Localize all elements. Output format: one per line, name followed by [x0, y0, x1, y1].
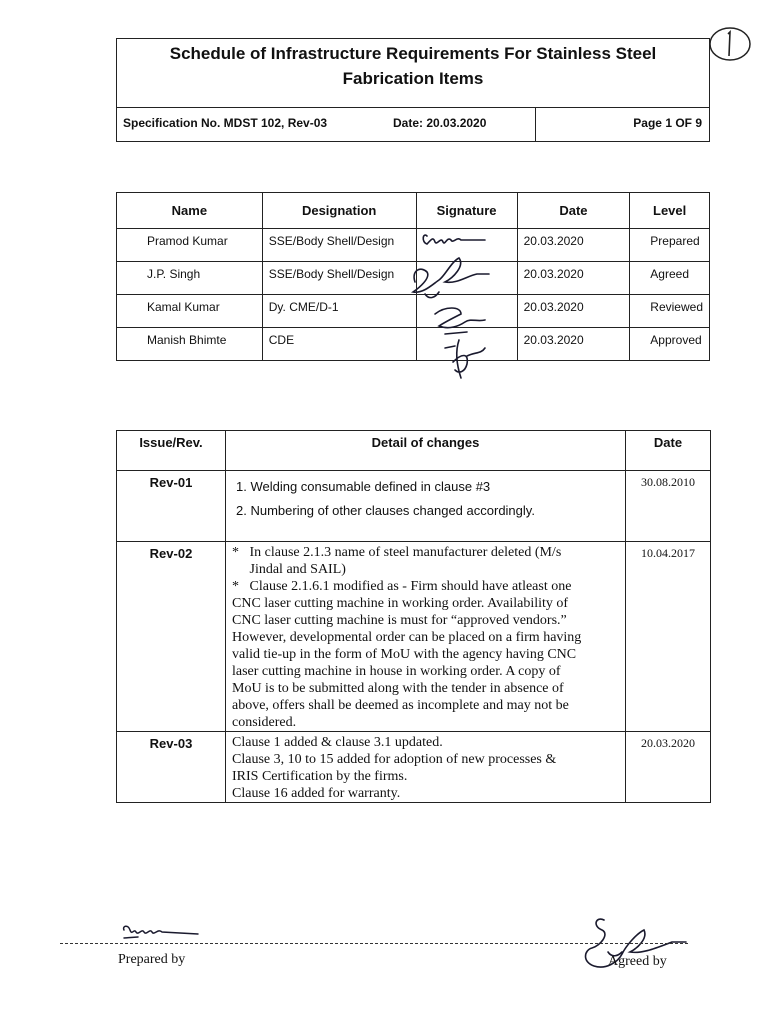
cell-designation: SSE/Body Shell/Design — [262, 262, 416, 295]
detail-line: * In clause 2.1.3 name of steel manufacturer deleted (M/s — [232, 545, 562, 560]
cell-date: 20.03.2020 — [517, 262, 630, 295]
spec-date: Date: 20.03.2020 — [393, 116, 487, 130]
circled-page-mark-icon — [706, 22, 756, 66]
table-row — [117, 732, 711, 803]
detail-line: CNC laser cutting machine is must for “approved vendors.” — [232, 613, 567, 628]
cell-detail — [226, 542, 626, 732]
cell-level: Approved — [630, 328, 710, 361]
detail-line: Clause 1 added & clause 3.1 updated. — [232, 735, 443, 750]
cell-name: Manish Bhimte — [117, 328, 263, 361]
page-number: Page 1 OF 9 — [633, 116, 702, 130]
detail-line: laser cutting machine in house in working order. A copy of — [232, 664, 561, 679]
cell-rev: Rev-02 — [117, 542, 226, 732]
signatures-icon — [405, 222, 515, 387]
cell-designation: Dy. CME/D-1 — [262, 295, 416, 328]
cell-name: Kamal Kumar — [117, 295, 263, 328]
col-issue-rev: Issue/Rev. — [117, 431, 226, 471]
cell-detail — [226, 471, 626, 542]
table-row — [117, 471, 711, 542]
detail-line: IRIS Certification by the firms. — [232, 769, 408, 784]
spec-divider — [535, 108, 536, 142]
prepared-by-signature-icon — [118, 922, 208, 944]
cell-level: Agreed — [630, 262, 710, 295]
title-line-1: Schedule of Infrastructure Requirements For Stainless Steel — [169, 44, 657, 63]
revision-history-table — [116, 430, 711, 803]
col-detail: Detail of changes — [226, 431, 626, 471]
cell-level: Reviewed — [630, 295, 710, 328]
col-designation: Designation — [262, 193, 416, 229]
detail-line: considered. — [232, 715, 297, 730]
spec-number: Specification No. MDST 102, Rev-03 — [123, 116, 328, 130]
detail-line: Clause 16 added for warranty. — [232, 786, 401, 801]
detail-line: However, developmental order can be placed on a firm having — [232, 630, 582, 645]
prepared-by-label: Prepared by — [118, 952, 186, 967]
cell-rev: Rev-03 — [117, 732, 226, 803]
cell-date: 20.03.2020 — [517, 328, 630, 361]
cell-rev: Rev-01 — [117, 471, 226, 542]
detail-line: Clause 3, 10 to 15 added for adoption of new processes & — [232, 752, 557, 767]
cell-rev-date: 30.08.2010 — [626, 471, 711, 542]
spec-row — [116, 107, 710, 142]
signature-line — [60, 943, 688, 944]
col-level: Level — [630, 193, 710, 229]
col-name: Name — [117, 193, 263, 229]
document-title — [116, 41, 710, 91]
col-signature: Signature — [416, 193, 517, 229]
cell-rev-date: 20.03.2020 — [626, 732, 711, 803]
detail-line: * Clause 2.1.6.1 modified as - Firm should have atleast one — [232, 579, 572, 594]
cell-rev-date: 10.04.2017 — [626, 542, 711, 732]
col-date: Date — [517, 193, 630, 229]
detail-line: MoU is to be submitted along with the tender in absence of — [232, 681, 564, 696]
detail-line: Jindal and SAIL) — [232, 562, 346, 577]
cell-designation: SSE/Body Shell/Design — [262, 229, 416, 262]
cell-level: Prepared — [630, 229, 710, 262]
agreed-by-label: Agreed by — [608, 954, 667, 969]
detail-line: valid tie-up in the form of MoU with the agency having CNC — [232, 647, 577, 662]
cell-date: 20.03.2020 — [517, 295, 630, 328]
cell-detail — [226, 732, 626, 803]
cell-name: Pramod Kumar — [117, 229, 263, 262]
table-row — [117, 542, 711, 732]
detail-line: above, offers shall be deemed as incomplete and may not be — [232, 698, 569, 713]
cell-designation: CDE — [262, 328, 416, 361]
cell-date: 20.03.2020 — [517, 229, 630, 262]
cell-name: J.P. Singh — [117, 262, 263, 295]
col-rev-date: Date — [626, 431, 711, 471]
detail-line: 2. Numbering of other clauses changed accordingly. — [236, 503, 535, 518]
detail-line: CNC laser cutting machine in working order. Availability of — [232, 596, 569, 611]
title-line-2: Fabrication Items — [342, 69, 484, 88]
revision-header-row — [117, 431, 711, 471]
detail-line: 1. Welding consumable defined in clause #3 — [236, 479, 491, 494]
